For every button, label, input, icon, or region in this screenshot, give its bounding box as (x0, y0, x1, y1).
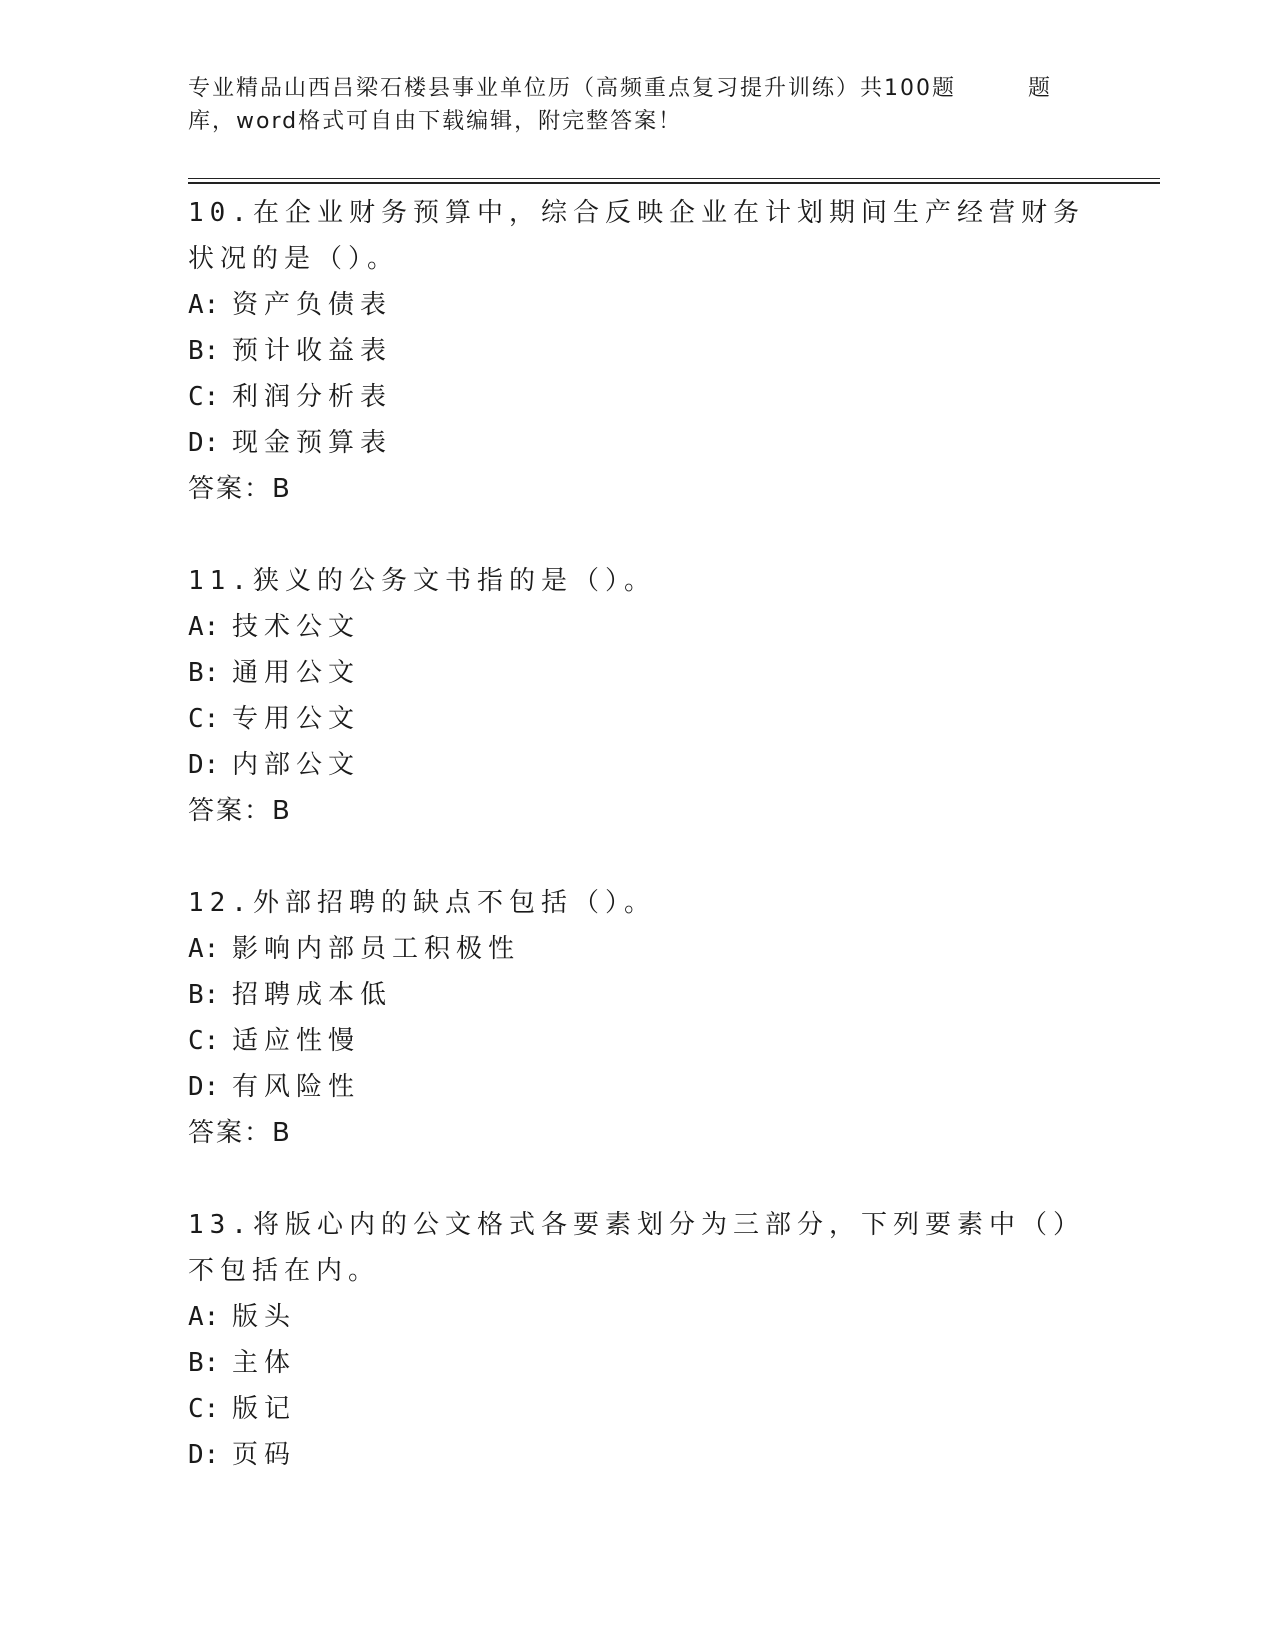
question-text: 10.在企业财务预算中，综合反映企业在计划期间生产经营财务状况的是（）。 (188, 198, 1085, 274)
option-b (188, 972, 1088, 1018)
option-text: 预计收益表 (232, 336, 393, 366)
question-12 (188, 880, 1088, 1156)
option-c (188, 1018, 1088, 1064)
option-c (188, 696, 1088, 742)
option-letter: B: (188, 336, 220, 366)
option-a (188, 1294, 1088, 1340)
question-list (188, 190, 1088, 1524)
header-divider-thin (188, 178, 1160, 179)
option-letter: D: (188, 1072, 220, 1102)
header-title-tail: 题 (1027, 76, 1052, 101)
option-text: 技术公文 (232, 612, 361, 642)
option-a (188, 604, 1088, 650)
option-text: 影响内部员工积极性 (232, 934, 521, 964)
option-letter: B: (188, 1348, 220, 1378)
header-divider-thick (188, 182, 1160, 184)
option-letter: D: (188, 1440, 220, 1470)
question-11 (188, 558, 1088, 834)
option-b (188, 1340, 1088, 1386)
option-d (188, 1432, 1088, 1478)
option-d (188, 1064, 1088, 1110)
option-text: 招聘成本低 (232, 980, 393, 1010)
option-c (188, 374, 1088, 420)
answer-line: 答案：B (188, 1118, 292, 1148)
option-letter: D: (188, 428, 220, 458)
option-letter: A: (188, 1302, 220, 1332)
option-letter: B: (188, 658, 220, 688)
option-text: 内部公文 (232, 750, 361, 780)
option-text: 有风险性 (232, 1072, 361, 1102)
question-text: 12.外部招聘的缺点不包括（）。 (188, 888, 656, 918)
option-letter: A: (188, 934, 220, 964)
header-title: 专业精品山西吕梁石楼县事业单位历（高频重点复习提升训练）共100题 (188, 76, 956, 101)
option-text: 现金预算表 (232, 428, 393, 458)
question-10 (188, 190, 1088, 512)
option-letter: A: (188, 612, 220, 642)
option-d (188, 742, 1088, 788)
option-text: 适应性慢 (232, 1026, 361, 1056)
option-text: 专用公文 (232, 704, 361, 734)
option-d (188, 420, 1088, 466)
option-text: 页码 (232, 1440, 297, 1470)
option-letter: B: (188, 980, 220, 1010)
option-text: 版记 (232, 1394, 297, 1424)
answer-line: 答案：B (188, 474, 292, 504)
option-text: 版头 (232, 1302, 297, 1332)
option-letter: C: (188, 1026, 220, 1056)
option-letter: C: (188, 1394, 220, 1424)
question-text: 11.狭义的公务文书指的是（）。 (188, 566, 656, 596)
option-letter: D: (188, 750, 220, 780)
header-line-1 (188, 72, 1088, 105)
option-text: 通用公文 (232, 658, 361, 688)
question-13 (188, 1202, 1088, 1478)
option-letter: A: (188, 290, 220, 320)
header-line-2: 库，word格式可自由下载编辑，附完整答案！ (188, 109, 683, 134)
option-text: 主体 (232, 1348, 297, 1378)
option-letter: C: (188, 382, 220, 412)
option-b (188, 328, 1088, 374)
document-header (188, 72, 1088, 138)
option-letter: C: (188, 704, 220, 734)
question-text: 13.将版心内的公文格式各要素划分为三部分，下列要素中（）不包括在内。 (188, 1210, 1085, 1286)
option-a (188, 926, 1088, 972)
option-text: 利润分析表 (232, 382, 393, 412)
option-b (188, 650, 1088, 696)
option-a (188, 282, 1088, 328)
option-c (188, 1386, 1088, 1432)
option-text: 资产负债表 (232, 290, 393, 320)
answer-line: 答案：B (188, 796, 292, 826)
